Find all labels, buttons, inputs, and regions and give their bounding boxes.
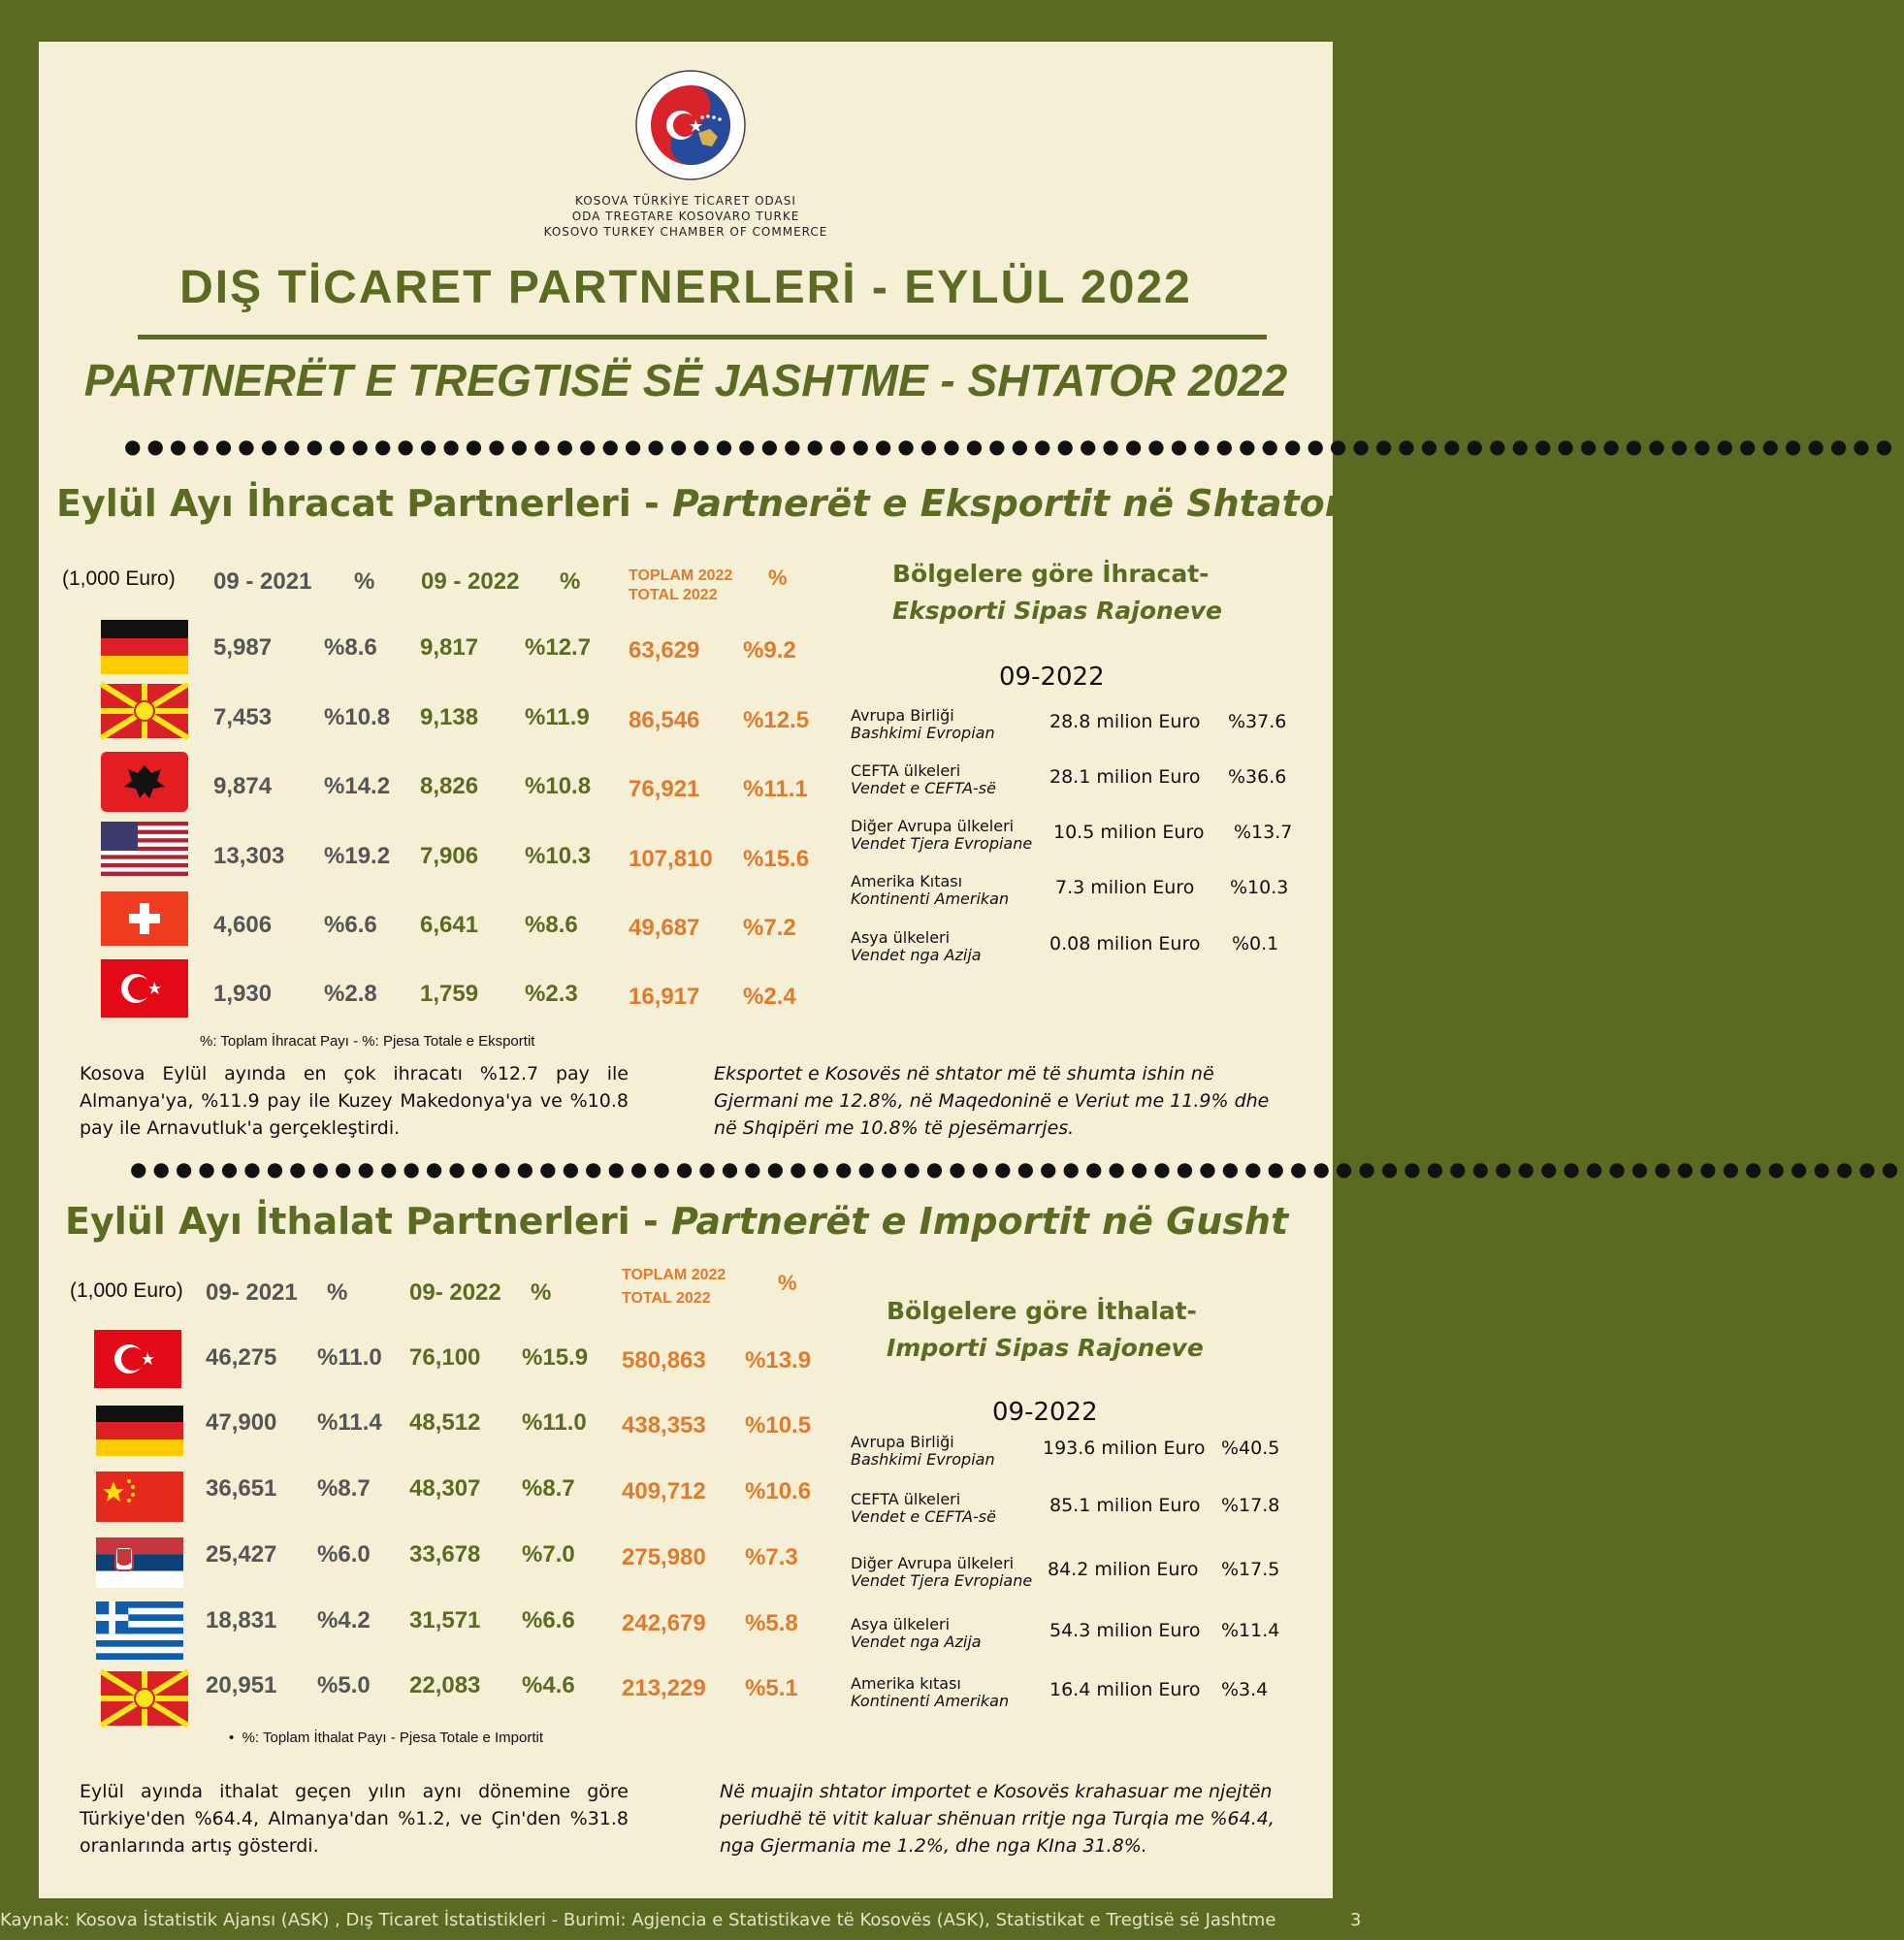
exports-pct-total: %2.4 bbox=[743, 984, 796, 1010]
exports-section-title bbox=[56, 482, 1343, 525]
exports-value-2021: 4,606 bbox=[213, 912, 273, 938]
imports-region-pct: %3.4 bbox=[1221, 1679, 1269, 1700]
imports-region-name-tr: Asya ülkeleri bbox=[851, 1615, 951, 1633]
imports-region-value: 84.2 milion Euro bbox=[1048, 1559, 1199, 1580]
imports-value-2022: 22,083 bbox=[409, 1672, 481, 1698]
exports-footnote: %: Toplam İhracat Payı - %: Pjesa Totale e Eksportit bbox=[200, 1033, 535, 1050]
imports-pct-2021: %6.0 bbox=[317, 1541, 371, 1568]
exports-region-name-sq: Vendet e CEFTA-së bbox=[851, 779, 996, 797]
imports-value-2022: 48,512 bbox=[409, 1409, 481, 1436]
exports-region-name-sq: Vendet nga Azija bbox=[851, 946, 982, 964]
imports-col-total bbox=[622, 1266, 726, 1309]
exports-summary-tr: Kosova Eylül ayında en çok ihracatı %12.7 pay ile Almanya'ya, %11.9 pay ile Kuzey Makedonya'ya ve %10.8 pay ile Arnavutluk'a gerçekleştirdi. bbox=[80, 1063, 629, 1139]
imports-region-name-tr: Amerika kıtası bbox=[851, 1674, 961, 1693]
exports-value-2022: 8,826 bbox=[420, 773, 479, 799]
exports-unit: (1,000 Euro) bbox=[62, 567, 176, 590]
imports-value-2021: 20,951 bbox=[206, 1672, 277, 1698]
exports-value-2022: 9,817 bbox=[420, 634, 479, 661]
exports-region-name bbox=[851, 929, 982, 964]
imports-pct-2022: %11.0 bbox=[522, 1409, 587, 1436]
imports-pct-2022: %6.6 bbox=[522, 1607, 575, 1633]
org-name-tr: KOSOVA TÜRKİYE TİCARET ODASI bbox=[575, 194, 796, 208]
imports-region-name bbox=[851, 1616, 982, 1651]
switzerland-flag bbox=[101, 891, 188, 946]
imports-value-2022: 48,307 bbox=[409, 1475, 481, 1502]
exports-region-pct: %0.1 bbox=[1232, 933, 1279, 954]
imports-region-value: 85.1 milion Euro bbox=[1049, 1495, 1201, 1516]
exports-pct-total: %11.1 bbox=[743, 776, 808, 802]
imports-regions-title-tr: Bölgelere göre İthalat- bbox=[887, 1297, 1197, 1325]
exports-pct-2021: %19.2 bbox=[324, 843, 391, 869]
imports-value-2021: 25,427 bbox=[206, 1541, 277, 1568]
exports-region-pct: %10.3 bbox=[1230, 877, 1289, 898]
imports-total-2022: 275,980 bbox=[622, 1544, 706, 1570]
org-names bbox=[39, 193, 1333, 240]
imports-total-2022: 242,679 bbox=[622, 1610, 706, 1636]
germany-flag bbox=[96, 1406, 183, 1456]
exports-total-2022: 63,629 bbox=[629, 637, 700, 663]
imports-region-name-sq: Bashkimi Evropian bbox=[851, 1450, 995, 1469]
imports-region-value: 16.4 milion Euro bbox=[1049, 1679, 1201, 1700]
imports-pct-2022: %4.6 bbox=[522, 1672, 575, 1698]
exports-value-2021: 7,453 bbox=[213, 704, 273, 730]
page-title-sq: PARTNERËT E TREGTISË SË JASHTME - SHTATOR 2022 bbox=[83, 355, 1288, 405]
bullet-icon: • bbox=[229, 1730, 242, 1746]
exports-value-2021: 1,930 bbox=[213, 981, 273, 1007]
imports-region-name-sq: Vendet Tjera Evropiane bbox=[851, 1571, 1033, 1590]
exports-value-2021: 5,987 bbox=[213, 634, 273, 661]
exports-value-2022: 6,641 bbox=[420, 912, 479, 938]
exports-total-2022: 86,546 bbox=[629, 707, 700, 733]
imports-regions-year: 09-2022 bbox=[992, 1398, 1098, 1427]
exports-col-pct-2021: % bbox=[354, 568, 375, 595]
exports-region-value: 28.1 milion Euro bbox=[1049, 766, 1201, 788]
exports-pct-2021: %6.6 bbox=[324, 912, 377, 938]
imports-pct-2022: %8.7 bbox=[522, 1475, 575, 1502]
imports-total-2022: 409,712 bbox=[622, 1478, 706, 1504]
imports-pct-total: %13.9 bbox=[745, 1347, 812, 1374]
imports-summary-tr: Eylül ayında ithalat geçen yılın aynı dönemine göre Türkiye'den %64.4, Almanya'dan %1.2, ve Çin'den %31.8 oranlarında artış gösterdi. bbox=[80, 1781, 629, 1857]
exports-region-name bbox=[851, 707, 995, 742]
exports-region-value: 10.5 milion Euro bbox=[1053, 822, 1205, 843]
imports-region-pct: %40.5 bbox=[1221, 1438, 1280, 1459]
exports-region-name-sq: Bashkimi Evropian bbox=[851, 724, 995, 742]
page-footer bbox=[0, 1901, 1372, 1940]
imports-footnote bbox=[229, 1730, 543, 1746]
exports-summary-sq: Eksportet e Kosovës në shtator më të shumta ishin në Gjermani me 12.8%, në Maqedoninë e Veriut me 11.9% dhe në Shqipëri me 10.8% të pjesëmarrjes. bbox=[714, 1063, 1270, 1139]
exports-pct-2021: %10.8 bbox=[324, 704, 391, 730]
serbia-flag bbox=[96, 1537, 183, 1588]
imports-col-total-sq: TOTAL 2022 bbox=[622, 1290, 711, 1307]
logo-ring-text bbox=[635, 129, 746, 135]
exports-regions-year: 09-2022 bbox=[999, 663, 1105, 692]
exports-value-2022: 7,906 bbox=[420, 843, 479, 869]
imports-total-2022: 213,229 bbox=[622, 1675, 706, 1701]
exports-col-total-tr: TOPLAM 2022 bbox=[629, 567, 733, 584]
exports-pct-2022: %11.9 bbox=[525, 704, 590, 730]
turkey-flag bbox=[94, 1330, 181, 1388]
imports-pct-total: %10.6 bbox=[745, 1478, 812, 1504]
dotted-divider-2: ●●●●●●●●●●●●●●●●●●●●●●●●●●●●●●●●●●●●●●●●●●●●●●●●●●●●●●●●●●●●●●●●●●●●●●●●●●●●●● bbox=[130, 1157, 1904, 1180]
page-title-tr: DIŞ TİCARET PARTNERLERİ - EYLÜL 2022 bbox=[179, 262, 1192, 313]
exports-value-2022: 1,759 bbox=[420, 981, 479, 1007]
exports-regions-title-sq: Eksporti Sipas Rajoneve bbox=[892, 597, 1223, 625]
imports-unit: (1,000 Euro) bbox=[70, 1279, 183, 1302]
imports-col-pct-2022: % bbox=[531, 1279, 552, 1306]
exports-pct-2021: %2.8 bbox=[324, 981, 377, 1007]
exports-pct-2021: %8.6 bbox=[324, 634, 377, 661]
imports-value-2022: 33,678 bbox=[409, 1541, 481, 1568]
imports-region-pct: %11.4 bbox=[1221, 1620, 1280, 1641]
north-macedonia-flag bbox=[101, 684, 188, 738]
source-note: Kaynak: Kosova İstatistik Ajansı (ASK) , Dış Ticaret İstatistikleri - Burimi: Agjencia e Statistikave të Kosovës (ASK), Statistikat e Tregtisë së Jashtme bbox=[0, 1910, 1276, 1930]
imports-col-total-tr: TOPLAM 2022 bbox=[622, 1267, 726, 1283]
imports-pct-total: %7.3 bbox=[745, 1544, 798, 1570]
exports-total-2022: 49,687 bbox=[629, 915, 700, 941]
imports-regions-title-sq: Importi Sipas Rajoneve bbox=[887, 1334, 1204, 1362]
exports-col-pct-total: % bbox=[768, 566, 788, 590]
imports-region-name bbox=[851, 1555, 1032, 1590]
imports-value-2021: 18,831 bbox=[206, 1607, 277, 1633]
imports-region-name bbox=[851, 1434, 995, 1469]
exports-pct-2022: %10.3 bbox=[525, 843, 592, 869]
exports-region-name-sq: Vendet Tjera Evropiane bbox=[851, 834, 1033, 853]
exports-col-total bbox=[629, 566, 732, 605]
imports-pct-2021: %5.0 bbox=[317, 1672, 371, 1698]
exports-region-value: 7.3 milion Euro bbox=[1055, 877, 1195, 898]
imports-region-name-tr: CEFTA ülkeleri bbox=[851, 1490, 961, 1508]
chamber-logo bbox=[634, 69, 747, 181]
exports-region-name-tr: CEFTA ülkeleri bbox=[851, 761, 961, 780]
exports-pct-total: %15.6 bbox=[743, 846, 810, 872]
exports-region-name bbox=[851, 818, 1032, 853]
title-divider bbox=[138, 335, 1267, 340]
exports-region-name-tr: Avrupa Birliği bbox=[851, 706, 954, 725]
imports-summary-sq: Në muajin shtator importet e Kosovës krahasuar me njejtën periudhë të vitit kaluar shënuan rritje nga Turqia me %64.4, nga Gjermania me 1.2%, dhe nga KIna 31.8%. bbox=[720, 1781, 1275, 1857]
imports-region-name-sq: Kontinenti Amerikan bbox=[851, 1692, 1010, 1710]
imports-regions-title bbox=[887, 1293, 1204, 1367]
imports-footnote-text: %: Toplam İthalat Payı - Pjesa Totale e Importit bbox=[242, 1730, 544, 1746]
exports-title-sq: Partnerët e Eksportit në Shtator bbox=[672, 482, 1343, 525]
exports-col-total-sq: TOTAL 2022 bbox=[629, 587, 718, 603]
exports-pct-total: %9.2 bbox=[743, 637, 796, 663]
imports-region-name bbox=[851, 1675, 1009, 1710]
exports-pct-2022: %12.7 bbox=[525, 634, 592, 661]
exports-region-value: 28.8 milion Euro bbox=[1049, 711, 1201, 732]
exports-value-2021: 9,874 bbox=[213, 773, 273, 799]
exports-region-name bbox=[851, 762, 996, 797]
exports-value-2022: 9,138 bbox=[420, 704, 479, 730]
exports-total-2022: 107,810 bbox=[629, 846, 713, 872]
imports-region-name-sq: Vendet e CEFTA-së bbox=[851, 1507, 996, 1526]
exports-col-2022: 09 - 2022 bbox=[421, 568, 520, 595]
exports-pct-2022: %8.6 bbox=[525, 912, 578, 938]
exports-pct-2022: %10.8 bbox=[525, 773, 592, 799]
china-flag bbox=[96, 1471, 183, 1522]
imports-value-2021: 36,651 bbox=[206, 1475, 277, 1502]
exports-total-2022: 16,917 bbox=[629, 984, 700, 1010]
exports-region-name bbox=[851, 873, 1009, 908]
imports-col-pct-total: % bbox=[778, 1271, 797, 1295]
imports-value-2022: 76,100 bbox=[409, 1344, 481, 1371]
imports-title-sq: Partnerët e Importit në Gusht bbox=[670, 1200, 1289, 1243]
imports-region-value: 193.6 milion Euro bbox=[1043, 1438, 1206, 1459]
exports-title-tr: Eylül Ayı İhracat Partnerleri - bbox=[56, 482, 673, 525]
imports-pct-2022: %7.0 bbox=[522, 1541, 575, 1568]
usa-flag bbox=[101, 822, 188, 876]
imports-pct-total: %5.1 bbox=[745, 1675, 798, 1701]
imports-col-pct-2021: % bbox=[327, 1279, 348, 1306]
imports-value-2021: 46,275 bbox=[206, 1344, 277, 1371]
imports-col-2022: 09- 2022 bbox=[409, 1279, 501, 1306]
imports-pct-2021: %11.4 bbox=[317, 1409, 382, 1436]
exports-regions-title-tr: Bölgelere göre İhracat- bbox=[892, 560, 1210, 588]
imports-total-2022: 580,863 bbox=[622, 1347, 706, 1374]
albania-flag bbox=[101, 752, 188, 812]
page-number: 3 bbox=[1350, 1910, 1362, 1930]
exports-region-pct: %13.7 bbox=[1234, 822, 1293, 843]
imports-col-2021: 09- 2021 bbox=[206, 1279, 298, 1306]
imports-region-name bbox=[851, 1491, 996, 1526]
exports-value-2021: 13,303 bbox=[213, 843, 285, 869]
imports-pct-total: %10.5 bbox=[745, 1412, 812, 1439]
org-name-sq: ODA TREGTARE KOSOVARO TURKE bbox=[571, 210, 800, 223]
imports-pct-2021: %8.7 bbox=[317, 1475, 371, 1502]
exports-region-pct: %37.6 bbox=[1228, 711, 1287, 732]
imports-region-value: 54.3 milion Euro bbox=[1049, 1620, 1201, 1641]
exports-col-pct-2022: % bbox=[560, 568, 581, 595]
imports-pct-2022: %15.9 bbox=[522, 1344, 589, 1371]
germany-flag bbox=[101, 620, 188, 674]
exports-col-2021: 09 - 2021 bbox=[213, 568, 312, 595]
exports-pct-2022: %2.3 bbox=[525, 981, 578, 1007]
imports-total-2022: 438,353 bbox=[622, 1412, 706, 1439]
imports-value-2021: 47,900 bbox=[206, 1409, 277, 1436]
turkey-flag bbox=[101, 959, 188, 1018]
imports-region-name-tr: Avrupa Birliği bbox=[851, 1433, 954, 1451]
north-macedonia-flag bbox=[101, 1671, 188, 1726]
exports-region-name-tr: Asya ülkeleri bbox=[851, 928, 951, 947]
exports-region-name-sq: Kontinenti Amerikan bbox=[851, 889, 1010, 908]
imports-value-2022: 31,571 bbox=[409, 1607, 481, 1633]
imports-pct-2021: %11.0 bbox=[317, 1344, 382, 1371]
org-name-en: KOSOVO TURKEY CHAMBER OF COMMERCE bbox=[543, 225, 828, 239]
exports-region-name-tr: Diğer Avrupa ülkeleri bbox=[851, 817, 1015, 835]
exports-pct-total: %12.5 bbox=[743, 707, 810, 733]
imports-section-title bbox=[65, 1200, 1288, 1243]
imports-title-tr: Eylül Ayı İthalat Partnerleri - bbox=[65, 1200, 671, 1243]
imports-pct-2021: %4.2 bbox=[317, 1607, 371, 1633]
exports-region-name-tr: Amerika Kıtası bbox=[851, 872, 963, 890]
imports-pct-total: %5.8 bbox=[745, 1610, 798, 1636]
dotted-divider: ●●●●●●●●●●●●●●●●●●●●●●●●●●●●●●●●●●●●●●●●●●●●●●●●●●●●●●●●●●●●●●●●●●●●●●●●●●●●●● bbox=[124, 435, 1899, 458]
imports-region-pct: %17.5 bbox=[1221, 1559, 1280, 1580]
imports-region-name-tr: Diğer Avrupa ülkeleri bbox=[851, 1554, 1015, 1572]
exports-total-2022: 76,921 bbox=[629, 776, 700, 802]
page-panel bbox=[39, 42, 1904, 1898]
imports-region-pct: %17.8 bbox=[1221, 1495, 1280, 1516]
imports-region-name-sq: Vendet nga Azija bbox=[851, 1633, 982, 1651]
exports-pct-2021: %14.2 bbox=[324, 773, 391, 799]
exports-regions-title bbox=[892, 556, 1222, 630]
exports-region-pct: %36.6 bbox=[1228, 766, 1287, 788]
exports-pct-total: %7.2 bbox=[743, 915, 796, 941]
exports-region-value: 0.08 milion Euro bbox=[1049, 933, 1201, 954]
greece-flag bbox=[96, 1601, 183, 1660]
